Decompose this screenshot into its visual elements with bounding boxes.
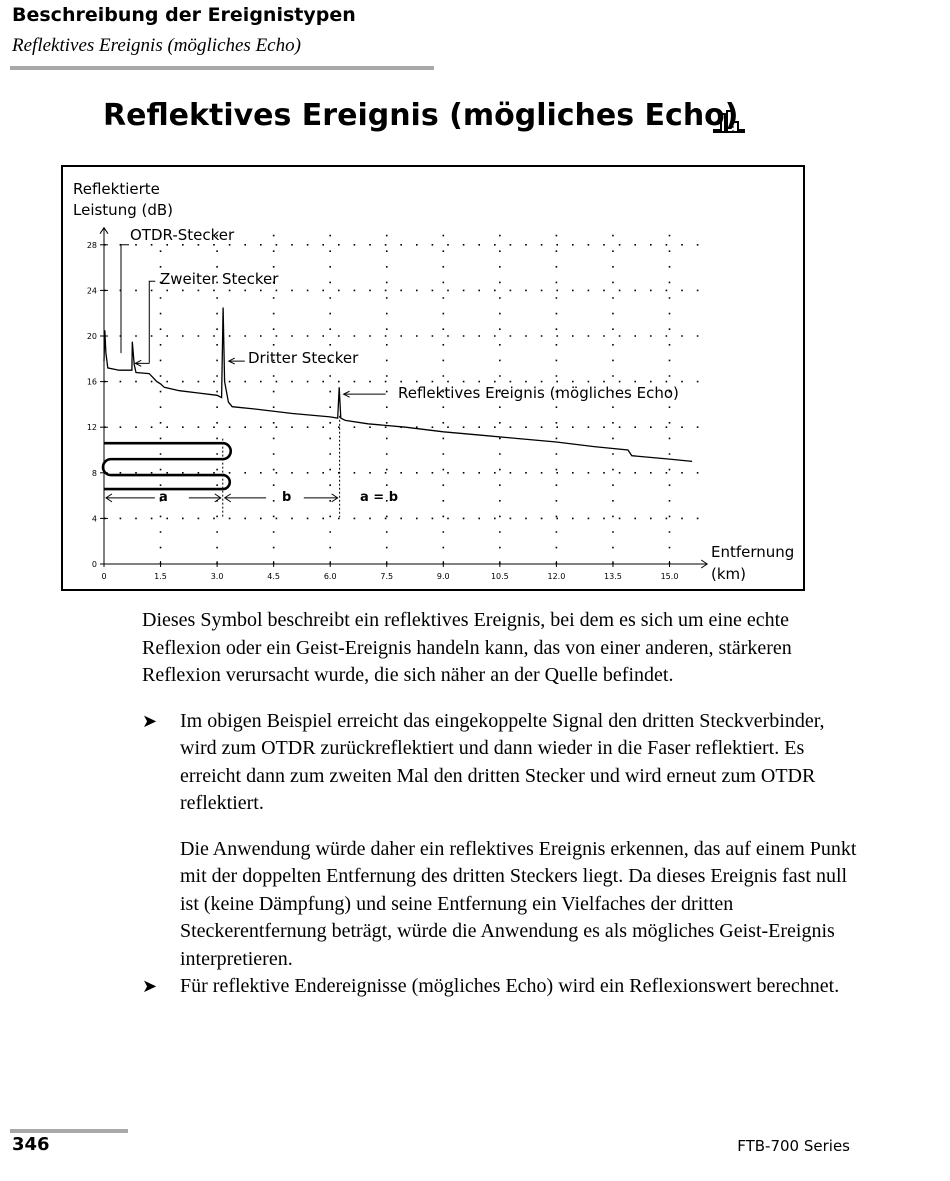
bullet-1-text: Im obigen Beispiel erreicht das eingekoppelte Signal den dritten Steckverbinder, wird zum OTDR zurückreflektiert und dann wieder in die Faser reflektiert. Es erreicht dann zum zweiten Mal den dritten Stecker und wird erneut zum OTDR reflektiert. [180, 709, 825, 814]
x-tick-label: 15.0 [660, 572, 679, 581]
section-subtitle: Reflektives Ereignis (mögliches Echo) [12, 35, 301, 56]
echo-path-loop [103, 443, 231, 475]
label-second-connector: Zweiter Stecker [160, 270, 279, 288]
arrow-bullet-icon: ➤ [142, 710, 158, 732]
x-tick-label: 6.0 [323, 572, 337, 581]
second-connector-leader [149, 281, 155, 363]
loop-diagram [103, 416, 340, 517]
page-number: 346 [12, 1134, 50, 1155]
footer-series: FTB-700 Series [737, 1137, 850, 1155]
x-tick-label: 10.5 [490, 572, 509, 581]
otdr-connector-leader [121, 245, 129, 353]
y-tick-label: 20 [86, 332, 97, 341]
section-title: Beschreibung der Ereignistypen [12, 4, 356, 26]
x-tick-label: 0 [101, 572, 107, 581]
otdr-figure [61, 165, 805, 591]
x-axis-label-line1: Entfernung [711, 543, 795, 561]
chart-ticks [87, 241, 679, 581]
x-tick-label: 4.5 [267, 572, 281, 581]
x-tick-label: 1.5 [154, 572, 167, 581]
y-axis-label-line1: Reflektierte [73, 180, 160, 198]
annotation-layer [121, 245, 386, 397]
intro-paragraph: Dieses Symbol beschreibt ein reflektives Ereignis, bei dem es sich um eine echte Reflexion oder ein Geist-Ereignis handeln kann, das von einer anderen, stärkeren Reflexion verursacht wurde, die sich näher an der Quelle befindet. [142, 609, 792, 686]
y-tick-label: 12 [86, 423, 97, 433]
bullet-item-1 [142, 708, 862, 818]
label-third-connector: Dritter Stecker [248, 349, 359, 367]
label-echo-event: Reflektives Ereignis (mögliches Echo) [398, 384, 679, 402]
x-tick-label: 9.0 [436, 572, 450, 581]
x-tick-label: 7.5 [380, 572, 394, 581]
distance-label-a: a [159, 490, 168, 505]
distance-label-ab: a = b [360, 490, 399, 505]
y-tick-label: 4 [91, 514, 97, 524]
x-axis-label-line2: (km) [711, 565, 747, 583]
footer-rule [10, 1129, 128, 1133]
bullet-1-continuation: Die Anwendung würde daher ein reflektives Ereignis erkennen, das auf einem Punkt mit der doppelten Entfernung des dritten Steckers liegt. Da dieses Ereignis fast null ist (keine Dämpfung) und seine Entfernung ein Vielfaches der dritten Steckerentfernung beträgt, würde die Anwendung es als mögliches Geist-Ereignis interpretieren. [180, 837, 857, 970]
otdr-trace-chart [63, 167, 803, 589]
y-axis-label-line2: Leistung (dB) [73, 201, 174, 219]
y-tick-label: 0 [91, 560, 97, 569]
reflective-event-echo-icon [711, 108, 747, 134]
y-tick-label: 8 [91, 468, 97, 478]
bullet-item-2 [142, 973, 862, 1001]
x-tick-label: 3.0 [210, 572, 224, 581]
x-tick-label: 13.5 [604, 572, 622, 581]
page-heading: Reflektives Ereignis (mögliches Echo) [103, 98, 739, 133]
y-tick-label: 24 [86, 286, 97, 296]
header-rule [10, 66, 434, 70]
y-tick-label: 16 [86, 377, 97, 387]
echo-path-end [223, 475, 230, 489]
label-otdr-connector: OTDR-Stecker [130, 226, 235, 244]
y-tick-label: 28 [86, 240, 97, 250]
arrow-bullet-icon: ➤ [142, 976, 158, 997]
bullet-2-text: Für reflektive Endereignisse (mögliches Echo) wird ein Reflexionswert berechnet. [180, 975, 840, 997]
body-text [142, 607, 862, 1019]
distance-label-b: b [282, 490, 292, 505]
x-tick-label: 12.0 [547, 572, 566, 581]
